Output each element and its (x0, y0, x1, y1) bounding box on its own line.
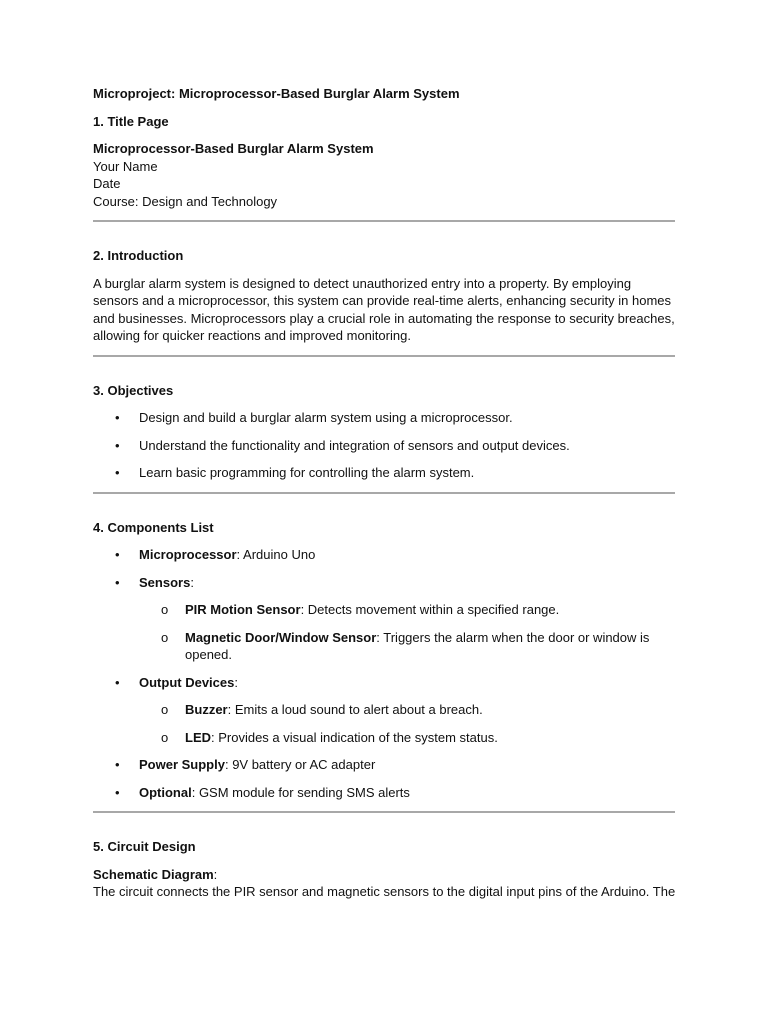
component-output-devices (93, 674, 675, 747)
section-heading-circuit-design: 5. Circuit Design (93, 839, 196, 854)
component-power-supply (93, 756, 675, 774)
section-divider (93, 811, 675, 813)
title-page-block (93, 140, 675, 210)
component-microprocessor (93, 546, 675, 564)
component-label: Optional (139, 784, 192, 800)
components-list (93, 546, 675, 801)
output-sublist (139, 701, 675, 746)
component-label: Output Devices (139, 674, 235, 690)
component-sensors (93, 574, 675, 664)
component-text: : GSM module for sending SMS alerts (191, 784, 410, 800)
component-label: Microprocessor (139, 547, 237, 562)
component-text: : Emits a loud sound to alert about a breach. (227, 702, 483, 717)
sensors-sublist (139, 601, 675, 664)
section-heading-components: 4. Components List (93, 519, 214, 535)
sub-list-item (139, 729, 675, 747)
author-name: Your Name (93, 158, 158, 174)
list-item: • Understand the functionality and integration of sensors and output devices. (93, 437, 675, 455)
circuit-paragraph: The circuit connects the PIR sensor and magnetic sensors to the digital input pins of the Arduino. The (93, 884, 675, 899)
sub-list-item (139, 701, 675, 719)
section-heading-objectives: 3. Objectives (93, 382, 174, 398)
section-divider (93, 355, 675, 357)
component-label: Buzzer (185, 702, 228, 717)
component-label: Magnetic Door/Window Sensor (185, 629, 377, 645)
document-page (93, 85, 675, 901)
sub-list-item (139, 629, 675, 664)
component-text: : (234, 674, 238, 690)
course-text: Course: Design and Technology (93, 193, 278, 209)
sub-list-item (139, 601, 675, 619)
component-label: LED (185, 729, 211, 745)
component-label: Power Supply (139, 757, 225, 772)
component-text: : Detects movement within a specified range. (300, 602, 560, 617)
schematic-label: Schematic Diagram (93, 866, 214, 882)
schematic-colon: : (213, 866, 218, 882)
project-name: Microprocessor-Based Burglar Alarm System (93, 141, 374, 156)
schematic-heading (93, 866, 675, 884)
document-title: Microproject: Microprocessor-Based Burglar Alarm System (93, 86, 460, 101)
section-heading-introduction: 2. Introduction (93, 248, 184, 263)
section-divider (93, 492, 675, 494)
component-text: : Arduino Uno (236, 547, 316, 562)
objectives-list (93, 409, 675, 482)
section-divider (93, 220, 675, 222)
component-text: : (190, 574, 194, 590)
section-heading-title-page: 1. Title Page (93, 113, 169, 129)
component-optional (93, 784, 675, 802)
component-label: Sensors (139, 574, 191, 590)
list-item: • Design and build a burglar alarm system using a microprocessor. (93, 409, 675, 427)
list-item: • Learn basic programming for controlling the alarm system. (93, 464, 675, 482)
component-label: PIR Motion Sensor (185, 602, 301, 617)
component-text: : 9V battery or AC adapter (224, 757, 376, 772)
component-text: : Provides a visual indication of the system status. (211, 729, 498, 745)
introduction-paragraph: A burglar alarm system is designed to detect unauthorized entry into a property. By employing sensors and a microprocessor, this system can provide real-time alerts, enhancing security in homes and businesses. Microprocessors play a crucial role in automating the response to security breaches, allowing for quicker reactions and improved monitoring. (93, 275, 675, 343)
component-text: : Triggers the alarm when the door or window is opened. (185, 629, 650, 662)
date-text: Date (93, 176, 121, 191)
